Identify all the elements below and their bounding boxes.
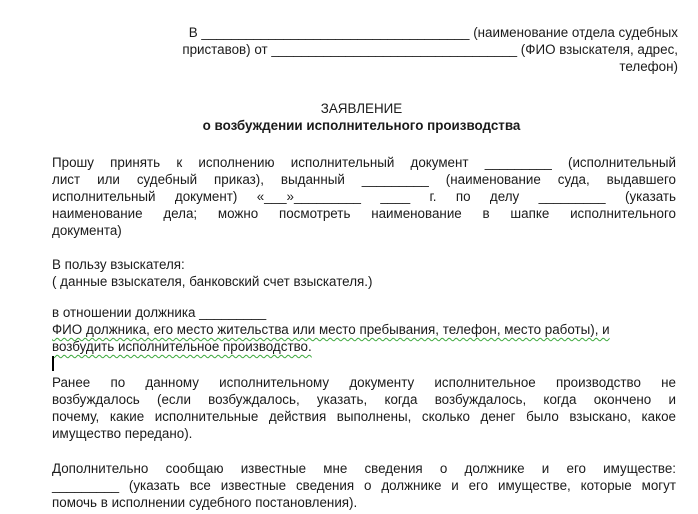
document-subtitle: о возбуждении исполнительного производства [202, 118, 521, 133]
paragraph-line: в отношении должника _________ [52, 305, 267, 320]
paragraph-line: помочь в исполнении судебного постановления). [52, 495, 358, 510]
paragraph-line: документа) [52, 223, 122, 238]
header-line-3: телефон) [619, 59, 678, 74]
paragraph-line: почему, какие исполнительные действия выполнены, сколько денег было взыскано, какое [52, 409, 676, 424]
header-line-1: В ____________________________________ (наименование отдела судебных [188, 25, 678, 40]
claimant-paragraph [52, 256, 676, 290]
document-title: ЗАЯВЛЕНИЕ [320, 101, 403, 116]
debtor-paragraph [52, 304, 676, 355]
paragraph-line: исполнительный документ) «___»_________ ____ г. по делу _________ (указать [52, 189, 676, 204]
request-paragraph [52, 154, 676, 239]
additional-info-paragraph [52, 460, 676, 511]
addressee-header [95, 24, 678, 75]
text-cursor [52, 356, 54, 371]
header-line-2: приставов) от _________________________________ (ФИО взыскателя, адрес, [182, 42, 678, 57]
paragraph-line: Дополнительно сообщаю известные мне сведения о должнике и его имуществе: [52, 461, 676, 476]
paragraph-line: наименование дела; можно посмотреть наименование в шапке исполнительного [52, 206, 676, 221]
paragraph-line: возбуждалось (если возбуждалось, указать, когда возбуждалось, когда окончено и [52, 392, 676, 407]
paragraph-line: Прошу принять к исполнению исполнительный документ _________ (исполнительный [52, 155, 676, 170]
paragraph-line: имущество передано). [52, 426, 193, 441]
grammar-flagged-line: возбудить исполнительное производство. [52, 339, 312, 354]
paragraph-line: _________ (указать все известные сведения о должнике и его имуществе, которые могут [52, 478, 676, 493]
paragraph-line: В пользу взыскателя: [52, 257, 185, 272]
paragraph-line: ( данные взыскателя, банковский счет взыскателя.) [52, 274, 373, 289]
previous-proceedings-paragraph [52, 374, 676, 442]
paragraph-line: Ранее по данному исполнительному документу исполнительное производство не [52, 375, 676, 390]
document-title-block [0, 100, 698, 134]
grammar-flagged-line: ФИО должника, его место жительства или место пребывания, телефон, место работы), и [52, 322, 610, 337]
paragraph-line: лист или судебный приказ), выданный _________ (наименование суда, выдавшего [52, 172, 676, 187]
